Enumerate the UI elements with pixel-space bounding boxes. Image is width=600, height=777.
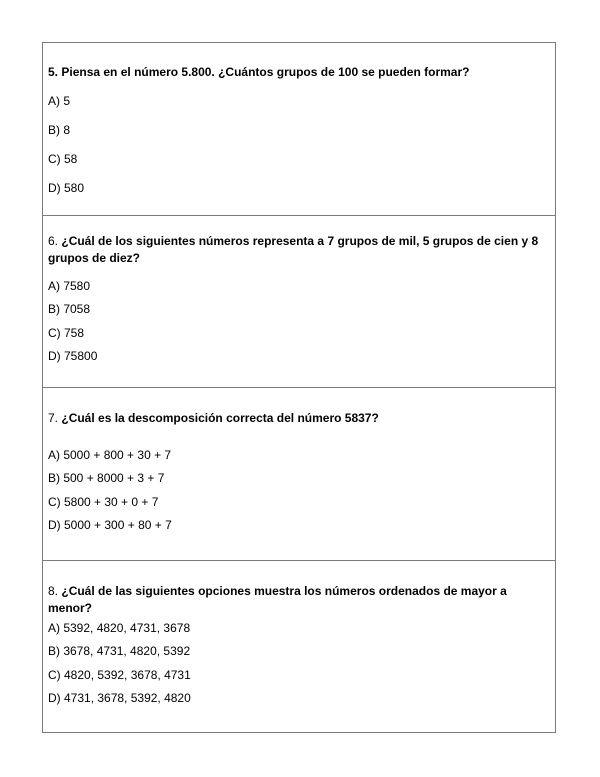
question-7-prompt: ¿Cuál es la descomposición correcta del número 5837? <box>61 411 379 425</box>
question-5-number: 5. <box>48 65 59 79</box>
question-8-option-b: B) 3678, 4731, 4820, 5392 <box>48 644 191 658</box>
row-divider <box>43 560 555 561</box>
question-6-option-c: C) 758 <box>48 326 85 340</box>
question-5-option-b: B) 8 <box>48 123 71 137</box>
question-6-option-d: D) 75800 <box>48 349 98 363</box>
question-7-text <box>48 410 549 427</box>
question-6-prompt: ¿Cuál de los siguientes números representa a 7 grupos de mil, 5 grupos de cien y 8 grupos de diez? <box>48 234 539 265</box>
question-7-number: 7. <box>48 411 59 425</box>
question-7-option-d: D) 5000 + 300 + 80 + 7 <box>48 518 172 532</box>
question-8-option-d: D) 4731, 3678, 5392, 4820 <box>48 691 191 705</box>
question-6-text <box>48 233 549 267</box>
question-8-text <box>48 583 549 617</box>
question-5-prompt: Piensa en el número 5.800. ¿Cuántos grupos de 100 se pueden formar? <box>61 65 470 79</box>
question-5-text <box>48 64 549 81</box>
question-8-option-a: A) 5392, 4820, 4731, 3678 <box>48 621 191 635</box>
question-8-number: 8. <box>48 584 59 598</box>
row-divider <box>43 387 555 388</box>
question-7-option-a: A) 5000 + 800 + 30 + 7 <box>48 448 172 462</box>
question-7-option-b: B) 500 + 8000 + 3 + 7 <box>48 471 165 485</box>
row-divider <box>43 215 555 216</box>
question-8-option-c: C) 4820, 5392, 3678, 4731 <box>48 668 191 682</box>
question-6-option-a: A) 7580 <box>48 279 91 293</box>
question-sheet <box>42 42 556 733</box>
question-5-option-c: C) 58 <box>48 152 78 166</box>
question-7-option-c: C) 5800 + 30 + 0 + 7 <box>48 495 159 509</box>
question-6-option-b: B) 7058 <box>48 302 91 316</box>
question-5-option-d: D) 580 <box>48 181 85 195</box>
question-8-prompt: ¿Cuál de las siguientes opciones muestra los números ordenados de mayor a menor? <box>48 584 507 615</box>
question-5-option-a: A) 5 <box>48 94 71 108</box>
question-6-number: 6. <box>48 234 59 248</box>
